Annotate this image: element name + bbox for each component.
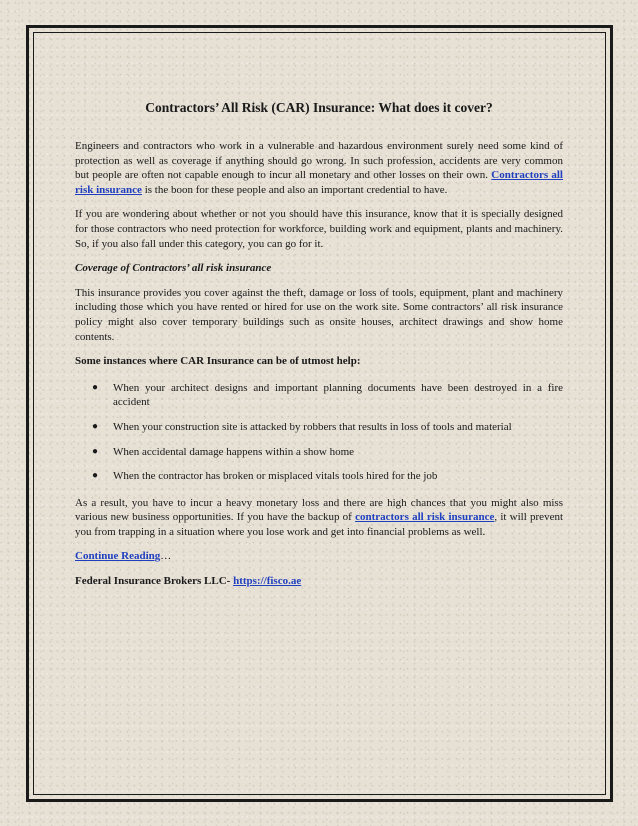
continue-reading-link[interactable]: Continue Reading xyxy=(75,550,161,563)
instances-list xyxy=(75,381,563,484)
continue-reading-line xyxy=(75,549,563,564)
footer-line xyxy=(75,574,563,589)
eligibility-paragraph: If you are wondering about whether or not you should have this insurance, know that it is specially designed for those contractors who need protection for workforce, building work and equipment, plants and machinery. So, if you also fall under this category, you can go for it. xyxy=(75,208,563,250)
list-item-text: When accidental damage happens within a show home xyxy=(113,445,355,458)
bullet-icon: ● xyxy=(92,420,99,432)
bullet-icon: ● xyxy=(92,470,99,482)
result-text-before: As a result, you have to incur a heavy monetary loss and there are high chances that you might also miss various new business opportunities. If you have the backup of xyxy=(75,496,563,524)
list-item xyxy=(92,381,563,410)
contractors-all-risk-insurance-link-2[interactable]: contractors all risk insurance xyxy=(355,511,495,524)
coverage-heading: Coverage of Contractors’ all risk insurance xyxy=(75,262,272,275)
list-item xyxy=(92,420,563,435)
document-body xyxy=(75,99,563,599)
list-item-text: When your architect designs and important planning documents have been destroyed in a fire accident xyxy=(113,381,563,409)
bullet-icon: ● xyxy=(92,381,99,393)
intro-text-before: Engineers and contractors who work in a vulnerable and hazardous environment surely need some kind of protection as well as coverage if anything should go wrong. In such profession, accidents are very common but people are often not capable enough to incur all monetary and other losses on their own. xyxy=(75,140,563,182)
instances-heading: Some instances where CAR Insurance can be of utmost help: xyxy=(75,355,361,368)
page-title: Contractors’ All Risk (CAR) Insurance: What does it cover? xyxy=(145,100,493,115)
contractors-all-risk-insurance-link[interactable]: Contractors all risk insurance xyxy=(75,169,563,196)
list-item-text: When your construction site is attacked by robbers that results in loss of tools and material xyxy=(113,420,512,433)
company-website-link[interactable]: https://fisco.ae xyxy=(233,575,302,588)
list-item xyxy=(92,469,563,484)
coverage-paragraph: This insurance provides you cover against the theft, damage or loss of tools, equipment, plant and machinery including those which you have rented or hired for use on the work site. Some contractors’ all risk insurance policy might also cover temporary buildings such as onsite houses, architect drawings and show home contents. xyxy=(75,286,563,343)
result-paragraph xyxy=(75,496,563,540)
bullet-icon: ● xyxy=(92,445,99,457)
list-item xyxy=(92,445,563,460)
ellipsis: … xyxy=(160,550,172,563)
intro-text-after: is the boon for these people and also an important credential to have. xyxy=(141,183,448,196)
intro-paragraph xyxy=(75,139,563,197)
result-text-after: , it will prevent you from trapping in a situation where you lose work and get into financial problems as well. xyxy=(75,511,564,538)
list-item-text: When the contractor has broken or misplaced vitals tools hired for the job xyxy=(113,470,438,483)
company-name: Federal Insurance Brokers LLC- xyxy=(75,575,234,588)
